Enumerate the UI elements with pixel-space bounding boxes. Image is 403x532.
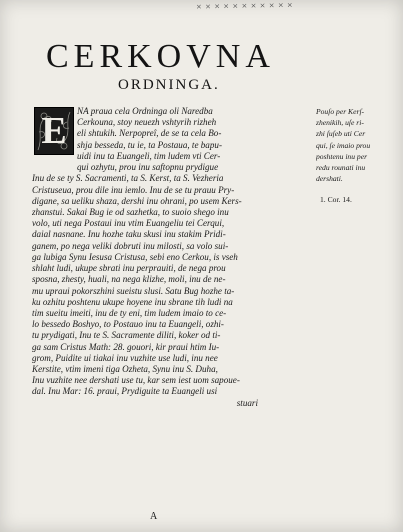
- text-line: eli shtukih. Nerpopreî, de se ta cela Bo-: [77, 128, 222, 139]
- text-line: shja besseda, tu ie, ta Postaua, te bapu-: [77, 139, 222, 150]
- text-line: shlaht ludi, ukupe sbrati inu perprauiti, de nega prou: [32, 263, 226, 274]
- text-line: Cristuseua, prou dile inu iemlo. Inu de se tu prauu Pry-: [32, 184, 235, 195]
- text-line: qui ozhytu, prou inu saftopnu prydigue: [77, 162, 219, 173]
- margin-note: [316, 106, 396, 184]
- main-text: [32, 106, 312, 409]
- text-line: lo bessedo Boshyo, to Postauo inu ta Euangeli, ozhi-: [32, 319, 224, 330]
- text-line: mu upraui pokorszhini sueistu slusi. Satu Bug hozhe ta-: [32, 285, 235, 296]
- text-line: tim sueitu imeiti, inu de ty eni, tim ludem imaio to ce-: [32, 307, 227, 318]
- handwritten-note: × × × × × × × × × × ×: [195, 1, 294, 11]
- text-line: daial nasnane. Inu hozhe taku skusi inu stakim Pridi-: [32, 229, 226, 240]
- text-line: sposna, zhesty, huali, na nega klizhe, moli, inu de ne-: [32, 274, 226, 285]
- margin-note-line: qui, ſe imaio prou: [316, 140, 371, 150]
- margin-note-line: zhenikih, uſe ri-: [316, 118, 364, 128]
- text-line: stuari: [236, 397, 258, 408]
- text-line: ku ozhitu poshtenu ukupe hoyene inu sbrane tih ludi na: [32, 296, 233, 307]
- margin-note-line: zhi ſuſeb uti Cer: [316, 129, 366, 139]
- margin-reference: 1. Cor. 14.: [320, 195, 352, 204]
- margin-note-line: redu rounati inu: [316, 162, 366, 172]
- initial-letter: E: [41, 110, 67, 152]
- margin-note-line: dershati.: [316, 174, 343, 184]
- text-line: ga sam Cristus Math: 28. gouori, kir praui htim Iu-: [32, 341, 220, 352]
- text-line: ga lubiga Synu Iesusa Cristusa, sebi eno Cerkou, is vseh: [32, 251, 238, 262]
- margin-note-line: Pouſo per Kerſ-: [316, 107, 365, 116]
- text-line: Cerkouna, stoy neuezh vshtyrih rizheh: [77, 117, 217, 128]
- text-line: uidi inu ta Euangeli, tim ludem vti Cer-: [77, 150, 221, 161]
- text-line: Inu de se ty S. Sacramenti, ta S. Kerst, ta S. Vezheria: [32, 173, 224, 184]
- margin-note-line: poshtenu inu per: [316, 151, 368, 161]
- page-subtitle: ORDNINGA.: [118, 77, 220, 93]
- text-line: NA praua cela Ordninga oli Naredba: [77, 106, 213, 116]
- text-line: digane, sa ueliku shaza, dershi inu ohrani, po usem Kers-: [32, 195, 242, 206]
- signature-mark: A: [150, 511, 158, 522]
- text-line: zhanstui. Sakai Bug ie od sazhetka, to suoio shego inu: [32, 206, 229, 217]
- text-line: Kerstite, vtim imeni tiga Ozheta, Synu inu S. Duha,: [32, 364, 218, 375]
- page-title: CERKOVNA: [46, 38, 275, 75]
- text-line: grom, Puidite ui tiakai inu vuzhite use ludi, inu nee: [32, 352, 218, 363]
- text-line: dal. Inu Mar: 16. praui, Prydiguite ta Euangeli usi: [32, 386, 218, 397]
- decorated-initial: [34, 107, 74, 155]
- text-line: Inu vuzhite nee dershati use tu, kar sem iest uom sapoue-: [32, 375, 240, 386]
- text-line: volo, uti nega Postaui inu vtim Euangeliu tei Cerqui,: [32, 218, 225, 229]
- text-line: ganem, po nega veliki dobruti inu milosti, sa volo sui-: [32, 240, 229, 251]
- text-line: tu prydigati, Inu te S. Sacramente diliti, koker od ti-: [32, 330, 221, 341]
